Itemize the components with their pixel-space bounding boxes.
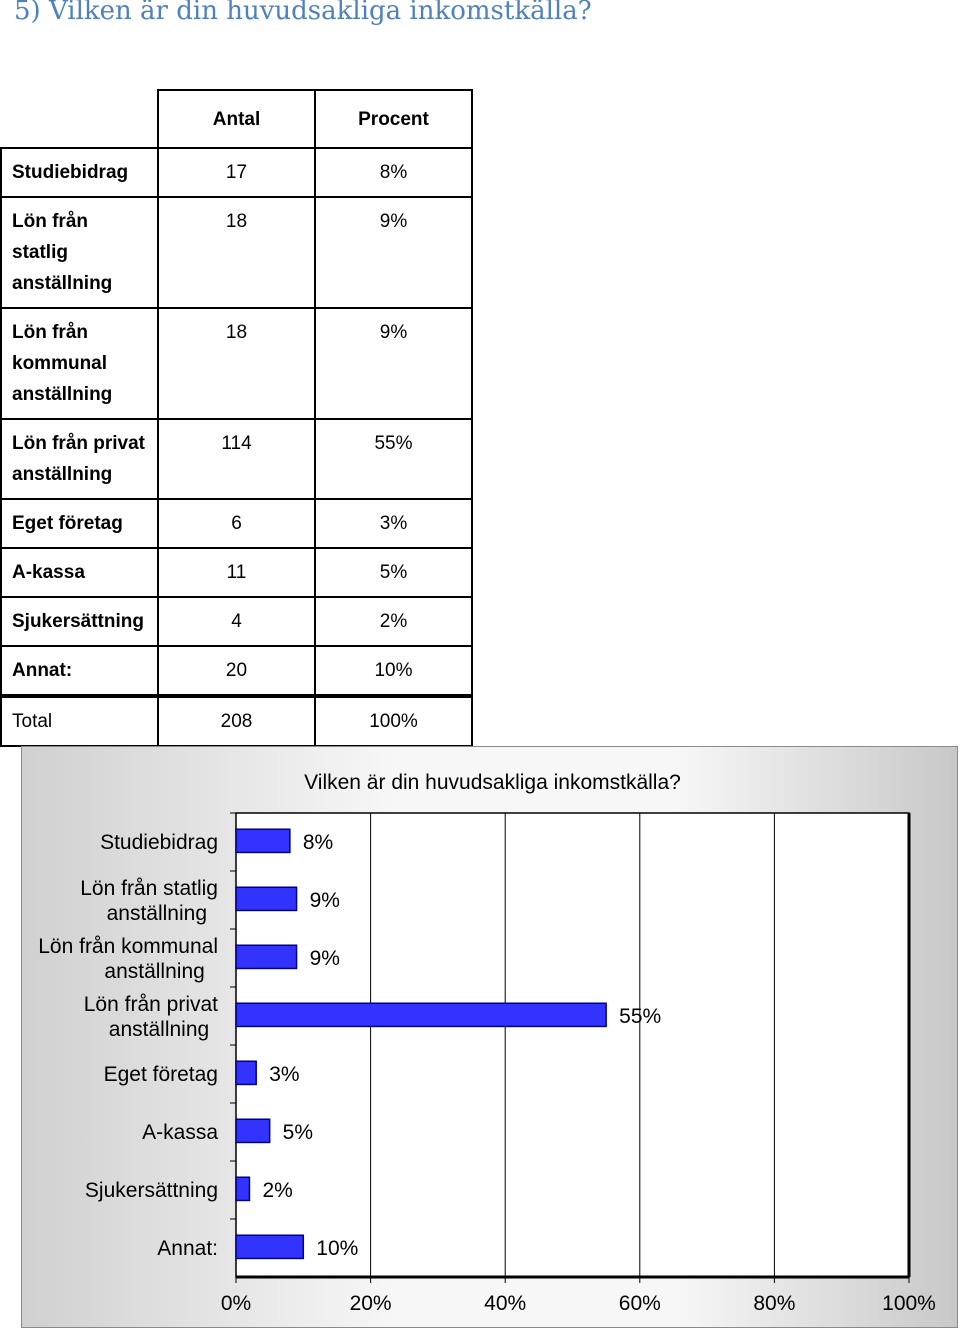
y-category-label-line: anställning [106,901,207,925]
x-tick-label: 20% [349,1292,392,1315]
row-antal: 20 [158,646,315,696]
row-antal: 6 [158,499,315,548]
bar [236,829,290,852]
plot-background [236,813,909,1277]
row-label: Eget företag [1,499,158,548]
total-procent: 100% [315,696,472,746]
row-label: Sjukersättning [1,597,158,646]
table-row [1,308,472,419]
y-category-label-line: Lön från kommunal [38,934,218,958]
row-label: Annat: [1,646,158,696]
stats-table [0,89,473,747]
y-category-label [85,1179,218,1202]
row-antal: 4 [158,597,315,646]
y-category-label-line: anställning [104,959,205,983]
row-label: Lön från kommunal anställning [1,308,158,419]
bar [236,1177,249,1200]
table-header-row [1,90,472,148]
y-category-label-line: anställning [108,1017,210,1041]
y-category-label [157,1237,218,1260]
y-category-label-line: Studiebidrag [100,830,218,854]
table-row [1,419,472,499]
table-corner-cell [1,90,158,148]
chart-title: Vilken är din huvudsakliga inkomstkälla? [304,771,681,794]
bar-data-label: 5% [282,1120,314,1144]
row-procent: 8% [315,148,472,197]
row-label: Studiebidrag [1,148,158,197]
table-row [1,499,472,548]
bar [236,1235,303,1258]
table-row [1,548,472,597]
x-tick-label: 100% [882,1292,936,1315]
bar [236,887,297,910]
row-antal: 114 [158,419,315,499]
row-procent: 10% [315,646,472,696]
row-procent: 55% [315,419,472,499]
header-procent: Procent [315,90,472,148]
bar-data-label: 9% [309,888,340,912]
row-antal: 11 [158,548,315,597]
y-category-label [38,935,218,983]
bar-chart [22,747,959,1329]
y-category-label-line: Lön från privat [83,992,218,1016]
row-procent: 9% [315,197,472,308]
y-category-label-line: Lön från statlig [80,876,218,900]
row-antal: 18 [158,308,315,419]
table-row [1,646,472,696]
y-category-label-line: A-kassa [142,1120,218,1144]
bar [236,1119,270,1142]
row-antal: 18 [158,197,315,308]
bar-data-label: 3% [269,1062,300,1086]
table-total-row [1,696,472,746]
total-antal: 208 [158,696,315,746]
chart-area [21,746,958,1328]
row-antal: 17 [158,148,315,197]
y-category-label [142,1121,218,1144]
table-row [1,597,472,646]
row-procent: 3% [315,499,472,548]
row-procent: 9% [315,308,472,419]
bar [236,945,297,968]
table-row [1,197,472,308]
y-category-label-line: Sjukersättning [84,1178,218,1202]
row-procent: 5% [315,548,472,597]
x-tick-label: 60% [618,1292,661,1315]
y-category-label [84,993,218,1041]
bar [236,1061,256,1084]
bar [236,1003,606,1026]
bar-data-label: 55% [619,1004,662,1028]
y-category-label-line: Annat: [157,1236,218,1260]
bar-data-label: 2% [262,1178,293,1202]
table-row [1,148,472,197]
bar-data-label: 9% [309,946,340,970]
x-tick-label: 0% [220,1292,252,1315]
bar-data-label: 10% [316,1236,359,1260]
bar-data-label: 8% [302,830,334,854]
y-category-label [104,1063,218,1086]
header-antal: Antal [158,90,315,148]
row-label: A-kassa [1,548,158,597]
row-procent: 2% [315,597,472,646]
y-category-label [80,877,218,925]
page-heading: 5) Vilken är din huvudsakliga inkomstkälla? [14,0,592,26]
row-label: Lön från statlig anställning [1,197,158,308]
y-category-label-line: Eget företag [103,1062,218,1086]
x-tick-label: 40% [484,1292,527,1315]
y-category-label [100,831,218,854]
total-label: Total [1,696,158,746]
row-label: Lön från privat anställning [1,419,158,499]
x-tick-label: 80% [753,1292,796,1315]
